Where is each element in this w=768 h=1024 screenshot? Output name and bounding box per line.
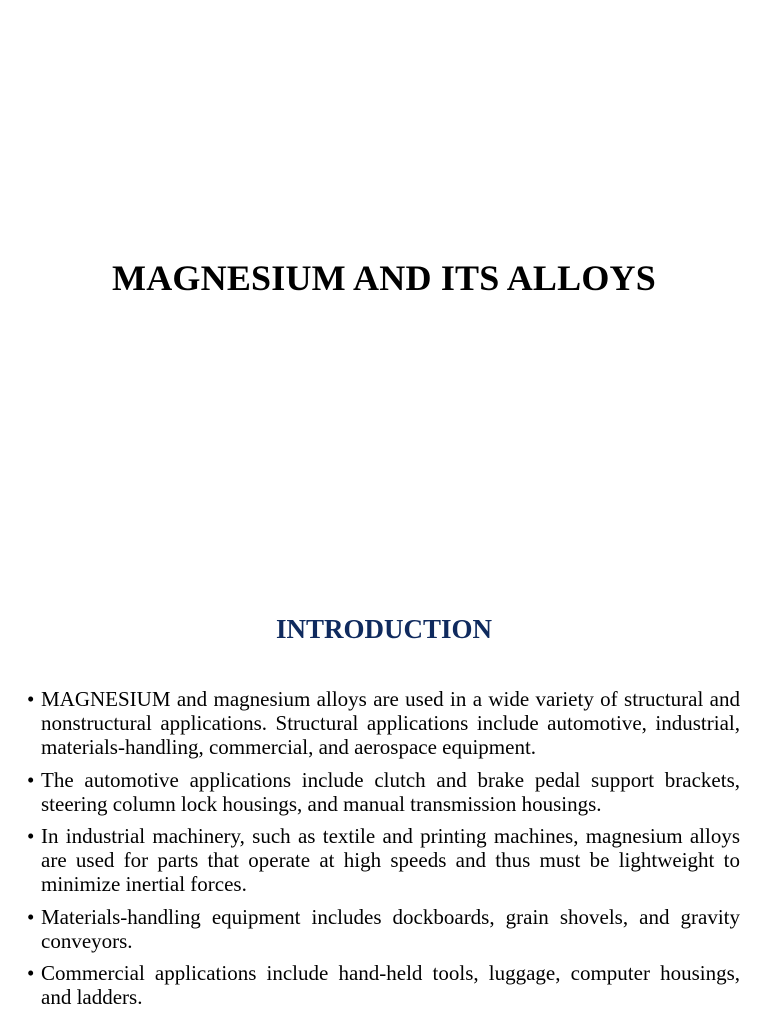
bullet-text: Commercial applications include hand-held tools, luggage, computer housings, and ladders.: [41, 961, 740, 1010]
bullet-icon: •: [27, 904, 35, 929]
bullet-item: [27, 905, 740, 953]
bullet-item: [27, 824, 740, 897]
introduction-bullet-list: [27, 687, 740, 1017]
bullet-item: [27, 687, 740, 760]
bullet-icon: •: [27, 961, 35, 986]
bullet-text: In industrial machinery, such as textile and printing machines, magnesium alloys are used for parts that operate at high speeds and thus must be lightweight to minimize inertial forces.: [41, 824, 740, 897]
introduction-heading: INTRODUCTION: [275, 614, 493, 644]
bullet-item: [27, 961, 740, 1009]
bullet-text: MAGNESIUM and magnesium alloys are used in a wide variety of structural and nonstructural applications. Structural applications include automotive, industrial, materials-handling, commercial, and aerospace equipment.: [41, 687, 740, 760]
bullet-text: The automotive applications include clutch and brake pedal support brackets, steering column lock housings, and manual transmission housings.: [41, 767, 740, 816]
bullet-text: Materials-handling equipment includes dockboards, grain shovels, and gravity conveyors.: [41, 904, 740, 953]
bullet-icon: •: [27, 687, 35, 711]
bullet-icon: •: [27, 767, 35, 792]
bullet-item: [27, 768, 740, 816]
slide-title: MAGNESIUM AND ITS ALLOYS: [112, 258, 656, 298]
bullet-icon: •: [27, 824, 35, 849]
